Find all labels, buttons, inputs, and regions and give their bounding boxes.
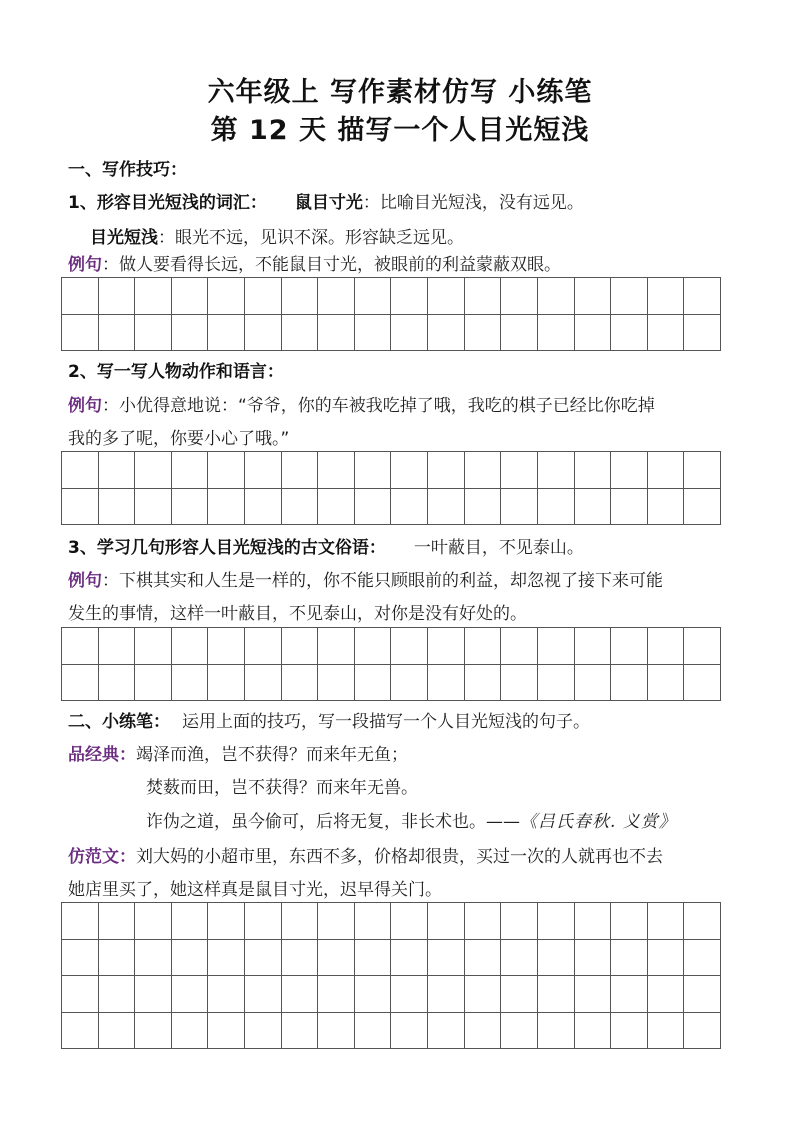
grid-cell[interactable] xyxy=(355,628,392,665)
grid-cell[interactable] xyxy=(245,976,282,1013)
grid-cell[interactable] xyxy=(391,976,428,1013)
grid-cell[interactable] xyxy=(99,903,136,940)
grid-cell[interactable] xyxy=(428,452,465,489)
classic-line-1 xyxy=(68,743,408,767)
grid-cell[interactable] xyxy=(62,278,99,315)
grid-cell[interactable] xyxy=(648,1013,685,1050)
term-2-line xyxy=(90,226,464,250)
grid-cell[interactable] xyxy=(684,665,721,702)
grid-cell[interactable] xyxy=(465,940,502,977)
grid-cell[interactable] xyxy=(135,452,172,489)
grid-cell[interactable] xyxy=(575,940,612,977)
example-2-line-2: 我的多了呢，你要小心了哦。” xyxy=(68,429,290,449)
grid-cell[interactable] xyxy=(62,940,99,977)
grid-cell[interactable] xyxy=(135,940,172,977)
grid-cell[interactable] xyxy=(465,278,502,315)
grid-cell[interactable] xyxy=(501,315,538,352)
grid-cell[interactable] xyxy=(99,278,136,315)
grid-cell[interactable] xyxy=(282,976,319,1013)
grid-cell[interactable] xyxy=(501,1013,538,1050)
grid-cell[interactable] xyxy=(465,315,502,352)
grid-cell[interactable] xyxy=(538,1013,575,1050)
grid-cell[interactable] xyxy=(282,903,319,940)
writing-grid-3 xyxy=(61,627,721,701)
grid-cell[interactable] xyxy=(648,940,685,977)
grid-cell[interactable] xyxy=(282,278,319,315)
item-3-heading: 3、学习几句形容人目光短浅的古文俗语： xyxy=(68,538,386,558)
grid-cell[interactable] xyxy=(135,1013,172,1050)
grid-cell[interactable] xyxy=(684,940,721,977)
grid-cell[interactable] xyxy=(391,1013,428,1050)
grid-cell[interactable] xyxy=(355,903,392,940)
writing-grid-4 xyxy=(61,902,721,1049)
grid-cell[interactable] xyxy=(208,489,245,526)
grid-cell[interactable] xyxy=(62,628,99,665)
grid-cell[interactable] xyxy=(538,665,575,702)
grid-cell[interactable] xyxy=(684,1013,721,1050)
grid-cell[interactable] xyxy=(135,628,172,665)
grid-cell[interactable] xyxy=(684,315,721,352)
grid-cell[interactable] xyxy=(648,315,685,352)
grid-cell[interactable] xyxy=(245,278,282,315)
grid-cell[interactable] xyxy=(428,665,465,702)
model-line-2: 她店里买了，她这样真是鼠目寸光，迟早得关门。 xyxy=(68,880,442,900)
grid-cell[interactable] xyxy=(391,315,428,352)
grid-cell[interactable] xyxy=(391,278,428,315)
grid-cell[interactable] xyxy=(465,903,502,940)
writing-grid-2 xyxy=(61,451,721,525)
grid-cell[interactable] xyxy=(282,665,319,702)
grid-cell[interactable] xyxy=(62,452,99,489)
grid-cell[interactable] xyxy=(172,489,209,526)
grid-cell[interactable] xyxy=(245,665,282,702)
example-2-label: 例句 xyxy=(68,396,102,416)
grid-cell[interactable] xyxy=(208,628,245,665)
grid-cell[interactable] xyxy=(538,452,575,489)
page-subtitle: 第 12 天 描写一个人目光短浅 xyxy=(210,115,590,146)
grid-cell[interactable] xyxy=(318,452,355,489)
page-title: 六年级上 写作素材仿写 小练笔 xyxy=(207,77,593,108)
item-3-line xyxy=(68,536,584,560)
grid-cell[interactable] xyxy=(282,628,319,665)
grid-cell[interactable] xyxy=(318,278,355,315)
grid-cell[interactable] xyxy=(62,1013,99,1050)
grid-cell[interactable] xyxy=(465,976,502,1013)
grid-cell[interactable] xyxy=(208,665,245,702)
grid-cell[interactable] xyxy=(465,665,502,702)
grid-cell[interactable] xyxy=(172,628,209,665)
grid-cell[interactable] xyxy=(538,489,575,526)
grid-cell[interactable] xyxy=(355,315,392,352)
classic-text-3: 诈伪之道，虽今偷可，后将无复，非长术也。—— xyxy=(146,812,520,832)
grid-cell[interactable] xyxy=(99,489,136,526)
grid-cell[interactable] xyxy=(611,976,648,1013)
grid-cell[interactable] xyxy=(99,665,136,702)
grid-cell[interactable] xyxy=(135,489,172,526)
grid-cell[interactable] xyxy=(465,452,502,489)
grid-cell[interactable] xyxy=(318,903,355,940)
grid-cell[interactable] xyxy=(611,315,648,352)
grid-cell[interactable] xyxy=(172,665,209,702)
term-2: 目光短浅 xyxy=(90,228,158,248)
grid-cell[interactable] xyxy=(245,628,282,665)
grid-cell[interactable] xyxy=(501,278,538,315)
example-1-line xyxy=(68,253,561,277)
grid-cell[interactable] xyxy=(575,976,612,1013)
grid-cell[interactable] xyxy=(208,903,245,940)
grid-cell[interactable] xyxy=(684,278,721,315)
grid-cell[interactable] xyxy=(611,489,648,526)
grid-cell[interactable] xyxy=(428,940,465,977)
example-3-line-1 xyxy=(68,569,663,593)
grid-cell[interactable] xyxy=(172,903,209,940)
grid-cell[interactable] xyxy=(62,903,99,940)
grid-cell[interactable] xyxy=(172,976,209,1013)
grid-cell[interactable] xyxy=(391,452,428,489)
grid-cell[interactable] xyxy=(245,1013,282,1050)
grid-cell[interactable] xyxy=(611,903,648,940)
grid-cell[interactable] xyxy=(538,278,575,315)
grid-cell[interactable] xyxy=(282,315,319,352)
model-label: 仿范文： xyxy=(68,847,136,867)
grid-cell[interactable] xyxy=(355,1013,392,1050)
grid-cell[interactable] xyxy=(391,940,428,977)
grid-cell[interactable] xyxy=(575,315,612,352)
grid-cell[interactable] xyxy=(428,489,465,526)
grid-cell[interactable] xyxy=(391,903,428,940)
grid-cell[interactable] xyxy=(648,628,685,665)
grid-cell[interactable] xyxy=(62,665,99,702)
grid-cell[interactable] xyxy=(318,976,355,1013)
grid-cell[interactable] xyxy=(62,315,99,352)
grid-cell[interactable] xyxy=(538,315,575,352)
grid-cell[interactable] xyxy=(501,940,538,977)
term-1: 鼠目寸光 xyxy=(294,193,363,213)
grid-cell[interactable] xyxy=(172,315,209,352)
section-2-heading: 二、小练笔： xyxy=(68,712,170,732)
grid-cell[interactable] xyxy=(172,452,209,489)
grid-cell[interactable] xyxy=(208,315,245,352)
grid-cell[interactable] xyxy=(245,903,282,940)
grid-cell[interactable] xyxy=(538,903,575,940)
grid-cell[interactable] xyxy=(648,903,685,940)
grid-cell[interactable] xyxy=(282,1013,319,1050)
grid-cell[interactable] xyxy=(391,665,428,702)
grid-cell[interactable] xyxy=(99,1013,136,1050)
grid-cell[interactable] xyxy=(501,628,538,665)
grid-cell[interactable] xyxy=(99,452,136,489)
grid-cell[interactable] xyxy=(172,940,209,977)
grid-cell[interactable] xyxy=(575,278,612,315)
model-line-1 xyxy=(68,845,663,869)
grid-cell[interactable] xyxy=(208,278,245,315)
grid-cell[interactable] xyxy=(575,489,612,526)
grid-cell[interactable] xyxy=(245,940,282,977)
grid-cell[interactable] xyxy=(135,903,172,940)
grid-cell[interactable] xyxy=(428,903,465,940)
grid-cell[interactable] xyxy=(355,452,392,489)
grid-cell[interactable] xyxy=(465,489,502,526)
grid-cell[interactable] xyxy=(611,940,648,977)
grid-cell[interactable] xyxy=(135,278,172,315)
grid-cell[interactable] xyxy=(648,489,685,526)
section-1-heading: 一、写作技巧： xyxy=(68,160,187,180)
grid-cell[interactable] xyxy=(611,452,648,489)
grid-cell[interactable] xyxy=(62,976,99,1013)
saying: 一叶蔽目，不见泰山。 xyxy=(413,538,584,558)
grid-cell[interactable] xyxy=(428,1013,465,1050)
grid-cell[interactable] xyxy=(684,452,721,489)
item-2-heading: 2、写一写人物动作和语言： xyxy=(68,362,284,382)
grid-cell[interactable] xyxy=(172,1013,209,1050)
grid-cell[interactable] xyxy=(318,940,355,977)
grid-cell[interactable] xyxy=(172,278,209,315)
grid-cell[interactable] xyxy=(318,489,355,526)
grid-cell[interactable] xyxy=(501,976,538,1013)
grid-cell[interactable] xyxy=(318,315,355,352)
grid-cell[interactable] xyxy=(208,976,245,1013)
term-2-definition: ：眼光不远，见识不深。形容缺乏远见。 xyxy=(158,228,464,248)
grid-cell[interactable] xyxy=(208,940,245,977)
grid-cell[interactable] xyxy=(465,628,502,665)
grid-cell[interactable] xyxy=(135,976,172,1013)
grid-cell[interactable] xyxy=(611,628,648,665)
grid-cell[interactable] xyxy=(538,628,575,665)
example-3-line-2: 发生的事情，这样一叶蔽目，不见泰山，对你是没有好处的。 xyxy=(68,604,527,624)
grid-cell[interactable] xyxy=(538,976,575,1013)
grid-cell[interactable] xyxy=(538,940,575,977)
grid-cell[interactable] xyxy=(684,976,721,1013)
term-1-definition: ：比喻目光短浅，没有远见。 xyxy=(362,193,584,213)
grid-cell[interactable] xyxy=(465,1013,502,1050)
grid-cell[interactable] xyxy=(135,665,172,702)
grid-cell[interactable] xyxy=(355,940,392,977)
grid-cell[interactable] xyxy=(575,452,612,489)
grid-cell[interactable] xyxy=(99,628,136,665)
grid-cell[interactable] xyxy=(428,976,465,1013)
grid-cell[interactable] xyxy=(355,278,392,315)
grid-cell[interactable] xyxy=(501,665,538,702)
example-1-label: 例句 xyxy=(68,255,102,275)
classic-line-3 xyxy=(146,810,677,834)
grid-cell[interactable] xyxy=(428,278,465,315)
grid-cell[interactable] xyxy=(684,903,721,940)
grid-cell[interactable] xyxy=(99,940,136,977)
grid-cell[interactable] xyxy=(245,489,282,526)
grid-cell[interactable] xyxy=(391,628,428,665)
grid-cell[interactable] xyxy=(611,278,648,315)
grid-cell[interactable] xyxy=(648,665,685,702)
example-1-text: ：做人要看得长远，不能鼠目寸光，被眼前的利益蒙蔽双眼。 xyxy=(102,255,561,275)
item-1-heading: 1、形容目光短浅的词汇： xyxy=(68,193,267,213)
section-2-line xyxy=(68,710,590,734)
grid-cell[interactable] xyxy=(99,976,136,1013)
grid-cell[interactable] xyxy=(282,940,319,977)
grid-cell[interactable] xyxy=(684,628,721,665)
grid-cell[interactable] xyxy=(611,1013,648,1050)
grid-cell[interactable] xyxy=(501,903,538,940)
example-3-text-1: ：下棋其实和人生是一样的，你不能只顾眼前的利益，却忽视了接下来可能 xyxy=(102,571,663,591)
grid-cell[interactable] xyxy=(575,903,612,940)
grid-cell[interactable] xyxy=(575,665,612,702)
grid-cell[interactable] xyxy=(318,1013,355,1050)
grid-cell[interactable] xyxy=(282,489,319,526)
grid-cell[interactable] xyxy=(208,452,245,489)
grid-cell[interactable] xyxy=(208,1013,245,1050)
grid-cell[interactable] xyxy=(318,665,355,702)
grid-cell[interactable] xyxy=(501,452,538,489)
grid-cell[interactable] xyxy=(355,665,392,702)
classic-text-1: 竭泽而渔，岂不获得？而来年无鱼； xyxy=(136,745,408,765)
grid-cell[interactable] xyxy=(648,278,685,315)
example-2-line-1 xyxy=(68,394,655,418)
grid-cell[interactable] xyxy=(245,315,282,352)
grid-cell[interactable] xyxy=(62,489,99,526)
grid-cell[interactable] xyxy=(611,665,648,702)
item-1-line xyxy=(68,191,584,215)
grid-cell[interactable] xyxy=(282,452,319,489)
grid-cell[interactable] xyxy=(575,1013,612,1050)
model-text-1: 刘大妈的小超市里，东西不多，价格却很贵，买过一次的人就再也不去 xyxy=(136,847,663,867)
grid-cell[interactable] xyxy=(99,315,136,352)
classic-line-2: 焚薮而田，岂不获得？而来年无兽。 xyxy=(146,778,418,798)
grid-cell[interactable] xyxy=(684,489,721,526)
grid-cell[interactable] xyxy=(391,489,428,526)
grid-cell[interactable] xyxy=(355,976,392,1013)
grid-cell[interactable] xyxy=(245,452,282,489)
classic-label: 品经典： xyxy=(68,745,136,765)
grid-cell[interactable] xyxy=(428,628,465,665)
grid-cell[interactable] xyxy=(428,315,465,352)
grid-cell[interactable] xyxy=(575,628,612,665)
grid-cell[interactable] xyxy=(501,489,538,526)
writing-grid-1 xyxy=(61,277,721,351)
grid-cell[interactable] xyxy=(318,628,355,665)
grid-cell[interactable] xyxy=(355,489,392,526)
example-2-text-1: ：小优得意地说：“爷爷，你的车被我吃掉了哦，我吃的棋子已经比你吃掉 xyxy=(102,396,655,416)
grid-cell[interactable] xyxy=(648,976,685,1013)
section-2-instruction: 运用上面的技巧，写一段描写一个人目光短浅的句子。 xyxy=(182,712,590,732)
classic-source: 《吕氏春秋. 义赏》 xyxy=(520,812,677,832)
grid-cell[interactable] xyxy=(648,452,685,489)
example-3-label: 例句 xyxy=(68,571,102,591)
grid-cell[interactable] xyxy=(135,315,172,352)
